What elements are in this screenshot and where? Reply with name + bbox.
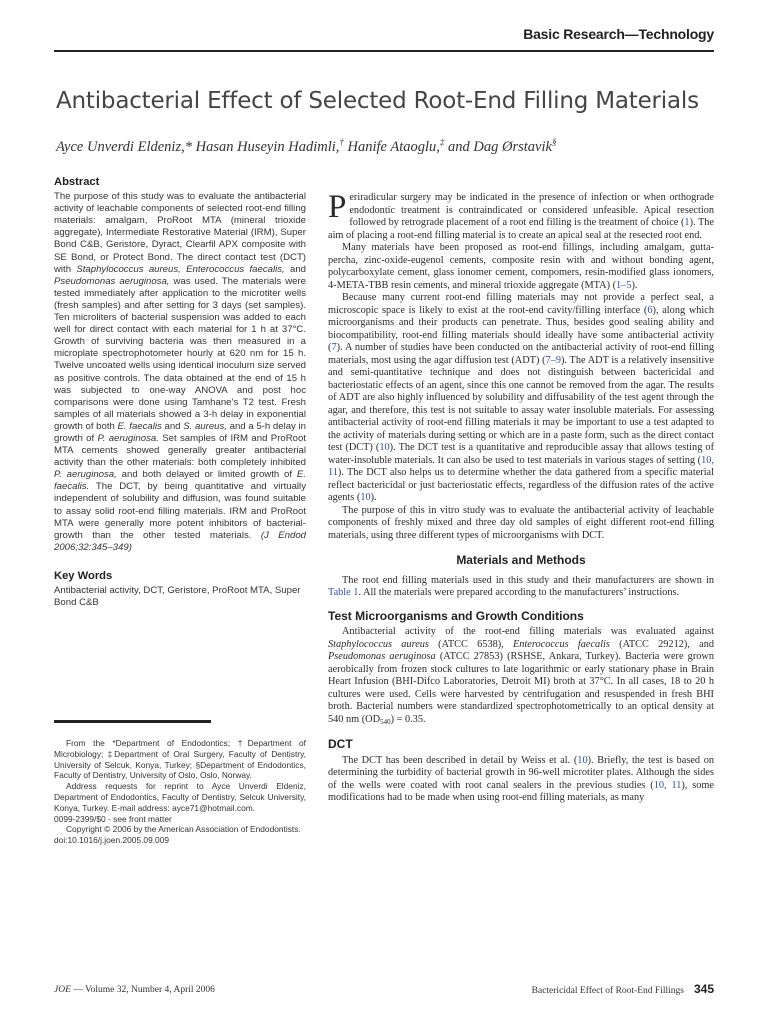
body-paragraph [328,242,714,292]
abstract-text: and [284,263,306,275]
abstract-text: The purpose of this study was to evaluate the antibacterial activity of leachable components of selected root-end filling materials: amalgam, ProRoot MTA (mineral trioxide aggregate), Intermediate Restorative Material (IRM), Super Bond C&B, Geristore, Dyract, Clearfil APX composite with SE Bond, or Protect Bond. The direct contact test (DCT) with [54,191,306,275]
table-link[interactable]: Table 1 [328,587,359,598]
author-4-mark: § [551,137,557,147]
body-text: ), along which microorganisms and their products can penetrate. Thus, besides good sealing ability and biocompatibility, root-end filling materials should ideally have some antibacterial activity ( [328,304,714,353]
keywords-heading: Key Words [54,569,113,582]
author-conjunction: and [448,138,470,155]
reference-link[interactable]: 10 [379,442,390,453]
intro-paragraph [328,189,714,242]
running-title: Bactericidal Effect of Root-End Fillings [531,986,684,996]
body-text: (ATCC 6538), [428,638,513,650]
body-text: ) = 0.35. [390,713,426,725]
reference-link[interactable]: 10 [360,492,371,503]
reference-link[interactable]: 6 [647,304,653,316]
author-3-mark: ‡ [439,137,445,147]
body-text: ). [631,279,638,291]
body-text: The DCT has been described in detail by Weiss et al. ( [342,754,578,766]
body-text: Antibacterial activity of the root-end filling materials was evaluated against [342,626,714,637]
species-name: E. faecalis [117,420,162,432]
body-paragraph [328,292,714,505]
species-name: P. aeruginosa, [54,469,117,481]
author-3: Hanife Ataoglu, [347,138,440,155]
body-text: ). The aim of placing a root-end filling material is to create an apical seal at the resected root end. [328,217,714,241]
body-text: ), some modifications had to be made when using root-end filling materials, as many [328,779,714,803]
reference-link[interactable]: 10 [577,754,588,766]
species-name: E. faecalis. [54,469,306,493]
abstract-text: and [161,420,184,432]
author-2: Hasan Huseyin Hadimli, [195,138,340,155]
journal-citation: (J Endod 2006;32:345–349) [54,529,306,553]
reference-link[interactable]: 7 [331,342,337,353]
reference-link[interactable]: 7–9 [545,354,561,366]
species-name: Pseudomonas aeruginosa, [54,275,170,287]
journal-footer [54,985,215,995]
body-text: . All the materials were prepared according to the manufacturers’ instructions. [358,587,680,598]
body-text: (ATCC 27853) (RSHSE, Ankara, Turkey). Bacteria were grown aerobically from frozen stock cultures to late logarithmic or early stationary phase in Brain Heart Infusion (BHI-Difco Laboratories, Detroit MI) broth at 37°C. In all cases, 18 to 20 h cultures were used. Cells were harvested by centrifugation and resuspended in fresh BHI broth. Bacterial numbers were standardized spectrophotometrically to an optical density at 540 nm (OD [328,651,714,725]
abstract-text: and a 5-h delay in growth of [54,420,306,444]
abstract-text: The DCT, by being quantitative and virtually independent of solubility and diffusion, was found suitable to assay solid root-end filling materials. IRM and ProRoot MTA were generally more potent inhibitors of bacterial-growth than the other tested materials. [54,481,306,541]
abstract-heading: Abstract [54,176,100,188]
issn-line: 0099-2399/$0 - see front matter [54,813,172,824]
body-text: Because many current root-end filling materials may not provide a perfect seal, a microscopic space is likely to exist at the root-end cavity/filling interface ( [328,292,714,316]
copyright-line: Copyright © 2006 by the American Association of Endodontists. [66,824,301,835]
journal-name: JOE [54,985,71,995]
body-text: Many materials have been proposed as root-end fillings, including amalgam, gutta-percha, zinc-oxide-eugenol cements, composite resin with and without bonding agent, polycarboxylate cement, glass ionomer cement, compomers, resin-modified glass ionomers, 4-META-TBB resin cements, and mineral trioxide aggregate (MTA) ( [328,242,714,291]
page-number: 345 [693,982,714,996]
body-text: eriradicular surgery may be indicated in the presence of infection or when orthograde endodontic treatment is contraindicated or considered unfeasible. Apical resection followed by retrograde placement of a root end filling is the treatment of choice ( [349,192,714,228]
body-text: ). The DCT also helps us to determine whether the data gathered from a specific material reflect bactericidal or just bacteriostatic effects, regardless of the diffusion rates of the active agents ( [328,467,714,503]
reference-link[interactable]: 1–5 [616,279,632,291]
subsection-heading: DCT [328,737,353,751]
body-paragraph: The purpose of this in vitro study was to evaluate the antibacterial activity of leachable components of freshly mixed and three day old samples of eight different root-end filling materials, using three different types of microorganisms with DCT. [328,504,714,541]
abstract-body [54,191,306,554]
author-2-mark: † [339,137,344,147]
body-paragraph [328,755,714,805]
drop-cap: P [328,189,347,225]
footnote-block [54,738,306,846]
footnote-rule [54,720,211,723]
header-rule [54,50,714,52]
author-1: Ayce Unverdi Eldeniz,* [56,138,192,155]
reference-link[interactable]: 10, 11 [328,454,714,478]
running-footer [532,982,714,996]
doi-line: doi:10.1016/j.joen.2005.09.009 [54,835,170,846]
affiliations: From the *Department of Endodontics; †Department of Microbiology; ‡Department of Oral Surgery, Faculty of Dentistry, University of Selcuk, Konya, Turkey; §Department of Endodontics, Faculty of Dentistry, University of Oslo, Oslo, Norway. [54,738,306,781]
reference-link[interactable]: 1 [684,217,690,228]
body-text: ). The ADT is a relatively insensitive and semi-quantitative technique and does not distinguish between bactericidal and bacteriostatic effects of an agent, since this one cannot be removed from the agar. The results of ADT are also highly influenced by solubility and diffusability of the test agent through the agar, and therefore, this test is not suitable to assay water insoluble materials. For assessing antibacterial activity of root-end filling materials it may be important to use a test adapted to the activity of materials during setting or which are in a paste form, such as the direct contact test (DCT) ( [328,354,714,453]
abstract-text: was used. The materials were tested immediately after application to the microtiter wells (fresh samples) and after setting for 3 days (set samples). Ten microliters of bacterial suspension was added to each well for direct contact with each material for 1 h at 37°C. Growth of surviving bacteria was then measured in a microplate spectrophotometer hourly at 620 nm for 15 h. Twelve uncoated wells using identical inoculum size served as positive controls. The data obtained at the end of 15 h was subjected to one-way ANOVA and post hoc comparisons were done using Tamhane’s T2 test. Fresh samples of all materials showed a 3-h delay in exponential growth of both [54,275,306,432]
species-name: Staphylococcus aureus [328,638,429,650]
article-title: Antibacterial Effect of Selected Root-End Filling Materials [56,88,699,114]
species-name: P. aeruginosa. [97,432,159,444]
section-label: Basic Research—Technology [523,26,714,42]
journal-volume: — Volume 32, Number 4, April 2006 [70,985,215,995]
species-name: Enterococcus faecalis [513,638,610,650]
reference-link[interactable]: 10, 11 [653,779,682,791]
body-paragraph [328,575,714,600]
body-paragraph [328,626,714,728]
body-text: (ATCC 29212), and [609,638,714,650]
keywords-list: Antibacterial activity, DCT, Geristore, ProRoot MTA, Super Bond C&B [54,585,301,609]
species-name: Pseudomonas aeruginosa [328,651,436,662]
author-4: Dag Ørstavik [473,138,552,155]
subsection-heading: Test Microorganisms and Growth Conditions [328,608,584,623]
left-column [54,176,306,609]
section-heading: Materials and Methods [456,553,586,567]
body-text: ). Briefly, the test is based on determining the turbidity of bacterial growth in 96-well microtiter plates. Although the sides of the wells were coated with root canal sealers in the previous studies ( [328,754,715,791]
abstract-text: Set samples of IRM and ProRoot MTA cements showed generally greater antibacterial activity than the other materials: both completely inhibited [54,432,306,469]
subscript: 540 [380,717,391,726]
body-text: ). The DCT test is a quantitative and reproducible assay that allows testing of water-insoluble materials. It can also be used to test materials in various stages of setting ( [328,442,715,466]
reprint-address: Address requests for reprint to Ayce Unverdi Eldeniz, Department of Endodontics, Faculty of Dentistry, Selcuk University, Konya, Turkey. E-mail address: ayce71@hotmail.com. [54,781,306,813]
body-text: The root end filling materials used in this study and their manufacturers are shown in [342,574,714,586]
species-name: Staphylococcus aureus, Enterococcus faecalis, [76,263,285,275]
abstract-text: and both delayed or limited growth of [116,469,297,481]
species-name: S. aureus, [183,420,227,432]
author-list [56,137,736,156]
body-text: ). A number of studies have been conducted on the antibacterial activity of root-end filling materials, most using the agar diffusion test (ADT) ( [328,342,714,366]
right-column [328,189,715,805]
body-text: ). [370,492,377,503]
